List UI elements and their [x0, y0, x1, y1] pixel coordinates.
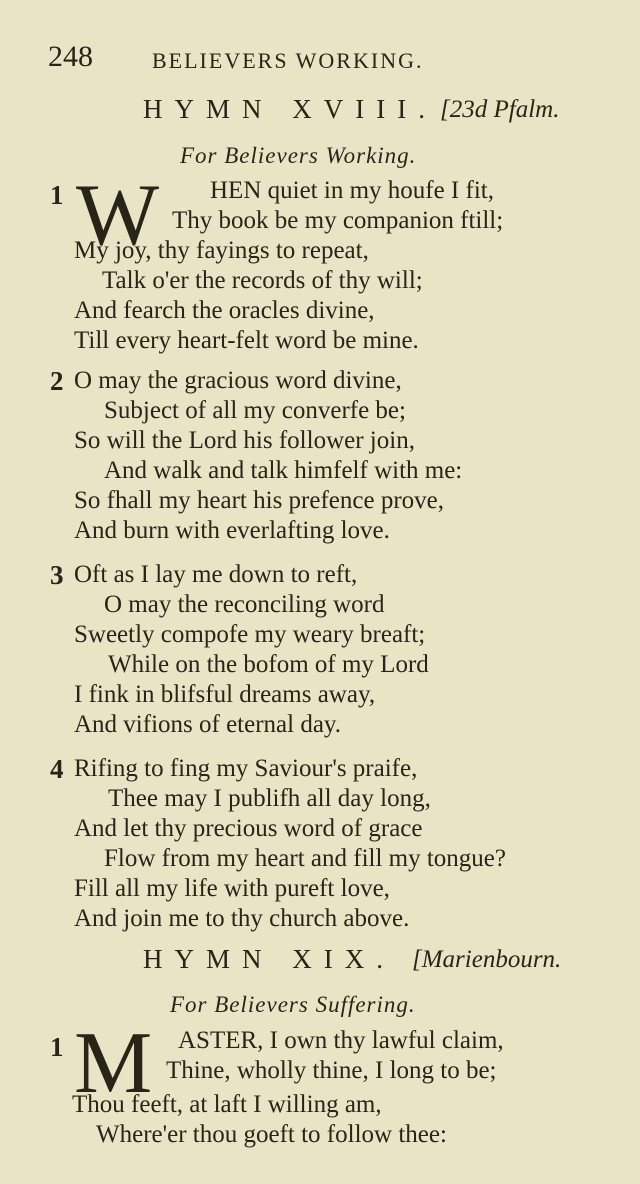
verse-line: My joy, thy fayings to repeat,: [74, 237, 369, 264]
verse-line: And let thy precious word of grace: [74, 815, 423, 842]
verse-line: ASTER, I own thy lawful claim,: [178, 1027, 504, 1054]
verse-line: Where'er thou goeft to follow thee:: [96, 1121, 447, 1148]
verse-line: Fill all my life with pureft love,: [74, 875, 390, 902]
verse-line: Till every heart-felt word be mine.: [74, 327, 419, 354]
verse-line: Thy book be my companion ftill;: [172, 207, 504, 234]
verse-line: O may the reconciling word: [104, 591, 385, 618]
verse-line: HEN quiet in my houfe I fit,: [210, 177, 494, 204]
verse-line: O may the gracious word divine,: [74, 367, 402, 394]
stanza-number: 3: [50, 560, 64, 590]
verse-line: And walk and talk himfelf with me:: [104, 457, 463, 484]
verse-line: I fink in blifsful dreams away,: [74, 681, 376, 708]
verse-line: Sweetly compofe my weary breaft;: [74, 621, 426, 648]
verse-line: And vifions of eternal day.: [74, 711, 342, 738]
hymn-title: HYMN XVIII.: [143, 94, 437, 124]
verse-line: Oft as I lay me down to reft,: [74, 561, 358, 588]
verse-line: And fearch the oracles divine,: [74, 297, 375, 324]
running-head: BELIEVERS WORKING.: [152, 48, 424, 73]
verse-line: Talk o'er the records of thy will;: [102, 267, 423, 294]
verse-line: Rifing to fing my Saviour's praife,: [74, 755, 418, 782]
verse-line: Thee may I publifh all day long,: [108, 785, 431, 812]
stanza-number: 2: [50, 366, 64, 396]
hymn-tune: [23d Pfalm.: [440, 96, 560, 123]
hymn-tune: [Marienbourn.: [412, 946, 562, 973]
verse-line: And join me to thy church above.: [74, 905, 410, 932]
verse-line: While on the bofom of my Lord: [108, 651, 429, 678]
page-number: 248: [48, 40, 93, 73]
verse-line: Thou feeft, at laft I willing am,: [72, 1091, 382, 1118]
page-header: [48, 40, 470, 80]
verse-line: So fhall my heart his prefence prove,: [74, 487, 445, 514]
verse-line: Thine, wholly thine, I long to be;: [166, 1057, 497, 1084]
hymn-title: HYMN XIX.: [143, 944, 395, 974]
stanza-number: 4: [50, 754, 64, 784]
hymn-subtitle: For Believers Working.: [180, 143, 417, 168]
verse-line: Flow from my heart and fill my tongue?: [104, 845, 507, 872]
drop-cap: M: [74, 1015, 153, 1112]
verse-line: Subject of all my converfe be;: [104, 397, 406, 424]
drop-cap: W: [76, 167, 160, 264]
stanza-number: 1: [50, 1032, 64, 1062]
verse-line: And burn with everlafting love.: [74, 517, 390, 544]
hymn-subtitle: For Believers Suffering.: [170, 992, 416, 1017]
stanza-number: 1: [50, 180, 64, 210]
verse-line: So will the Lord his follower join,: [74, 427, 415, 454]
